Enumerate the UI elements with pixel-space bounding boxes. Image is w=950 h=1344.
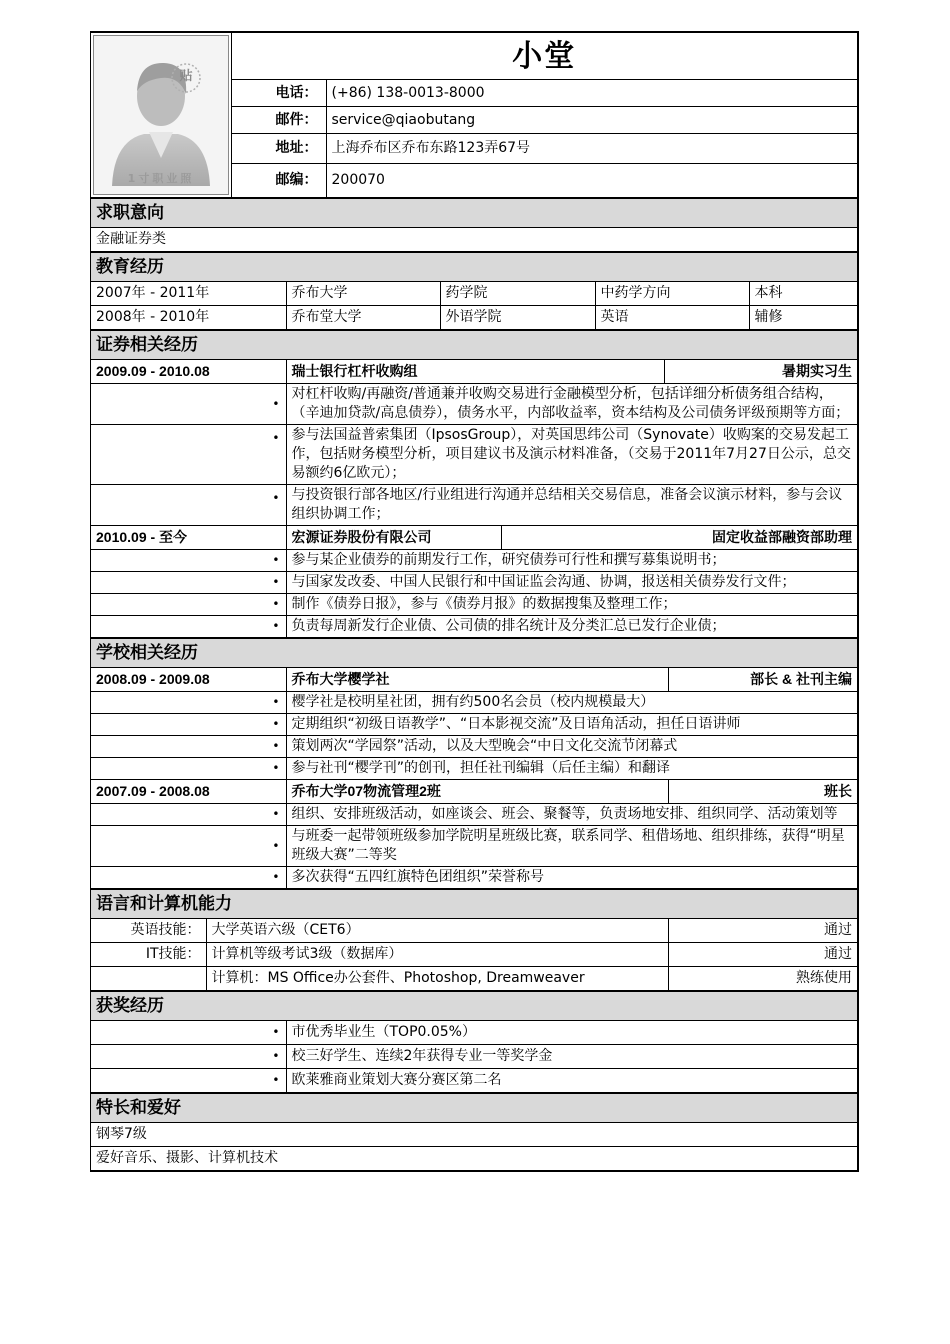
bullet-icon: • [91, 594, 286, 616]
bullet-icon: • [91, 804, 286, 826]
job-item-row [91, 594, 858, 616]
candidate-name: 小堂 [231, 33, 858, 80]
skills-section [91, 889, 858, 991]
job-item: 定期组织“初级日语教学”、“日本影视交流”及日语角活动，担任日语讲师 [286, 714, 858, 736]
job-period: 2008.09 - 2009.08 [91, 668, 286, 692]
job-period: 2010.09 - 至今 [91, 526, 286, 550]
bullet-icon: • [91, 714, 286, 736]
edu-major: 中药学方向 [595, 282, 749, 306]
job-organization: 瑞士银行杠杆收购组 [286, 360, 664, 384]
photo-cell [91, 33, 231, 198]
job-header-row [91, 668, 858, 692]
section-title-securities: 证券相关经历 [91, 331, 858, 360]
section-title-hobbies: 特长和爱好 [91, 1094, 858, 1123]
job-item-row [91, 867, 858, 889]
job-header-row [91, 360, 858, 384]
skill-level: 通过 [668, 943, 858, 967]
phone-label: 电话： [231, 80, 326, 107]
bullet-icon: • [91, 384, 286, 425]
job-role: 固定收益部融资部助理 [501, 526, 858, 550]
bullet-icon: • [91, 826, 286, 867]
job-organization: 乔布大学樱学社 [286, 668, 668, 692]
bullet-icon: • [91, 692, 286, 714]
job-item: 负责每周新发行企业债、公司债的排名统计及分类汇总已发行企业债； [286, 616, 858, 638]
section-title-awards: 获奖经历 [91, 992, 858, 1021]
resume-sheet [90, 31, 859, 1172]
job-item-row [91, 384, 858, 425]
job-item: 制作《债券日报》，参与《债券月报》的数据搜集及整理工作； [286, 594, 858, 616]
job-period: 2007.09 - 2008.08 [91, 780, 286, 804]
skill-level: 通过 [668, 919, 858, 943]
job-item: 参与某企业债券的前期发行工作，研究债券可行性和撰写募集说明书； [286, 550, 858, 572]
job-item-row [91, 714, 858, 736]
job-item: 与国家发改委、中国人民银行和中国证监会沟通、协调，报送相关债券发行文件； [286, 572, 858, 594]
bullet-icon: • [91, 485, 286, 526]
hobby-item: 爱好音乐、摄影、计算机技术 [91, 1147, 858, 1171]
bullet-icon: • [91, 425, 286, 485]
hobbies-section [91, 1093, 858, 1171]
job-item: 与投资银行部各地区/行业组进行沟通并总结相关交易信息，准备会议演示材料，参与会议组织协调工作； [286, 485, 858, 526]
job-header-row [91, 526, 858, 550]
job-item-row [91, 485, 858, 526]
job-item-row [91, 758, 858, 780]
job-item-row [91, 826, 858, 867]
award-item: 欧莱雅商业策划大赛分赛区第二名 [286, 1069, 858, 1093]
section-title-school: 学校相关经历 [91, 639, 858, 668]
job-item-row [91, 572, 858, 594]
job-header-row [91, 780, 858, 804]
address-label: 地址： [231, 134, 326, 164]
job-item: 策划两次“学园祭”活动，以及大型晚会“中日文化交流节闭幕式 [286, 736, 858, 758]
skill-item: 大学英语六级（CET6） [206, 919, 668, 943]
education-row [91, 282, 858, 306]
job-organization: 乔布大学07物流管理2班 [286, 780, 668, 804]
job-item: 樱学社是校明星社团，拥有约500名会员（校内规模最大） [286, 692, 858, 714]
intent-section [91, 198, 858, 252]
education-row [91, 306, 858, 330]
edu-major: 英语 [595, 306, 749, 330]
edu-degree: 本科 [749, 282, 858, 306]
bullet-icon: • [91, 1069, 286, 1093]
bullet-icon: • [91, 616, 286, 638]
job-role: 暑期实习生 [664, 360, 858, 384]
award-row [91, 1021, 858, 1045]
bullet-icon: • [91, 736, 286, 758]
award-item: 市优秀毕业生（TOP0.05%） [286, 1021, 858, 1045]
photo-caption: 1寸职业照 [127, 172, 195, 185]
intent-value: 金融证券类 [91, 228, 858, 252]
job-role: 部长 & 社刊主编 [668, 668, 858, 692]
job-item: 参与法国益普索集团（IpsosGroup），对英国思纬公司（Synovate）收购案的交易发起工作，包括财务模型分析，项目建议书及演示材料准备，（交易于2011年7月27日公示，总交易额约6亿欧元）； [286, 425, 858, 485]
job-item-row [91, 616, 858, 638]
photo-badge: 贴 [179, 69, 193, 84]
postcode-value: 200070 [326, 164, 858, 198]
edu-college: 外语学院 [440, 306, 595, 330]
skill-label [91, 967, 206, 991]
bullet-icon: • [91, 550, 286, 572]
skill-row [91, 919, 858, 943]
skill-item: 计算机：MS Office办公套件、Photoshop, Dreamweaver [206, 967, 668, 991]
edu-school: 乔布堂大学 [286, 306, 440, 330]
school-section [91, 638, 858, 889]
postcode-label: 邮编： [231, 164, 326, 198]
education-section [91, 252, 858, 330]
job-item: 对杠杆收购/再融资/普通兼并收购交易进行金融模型分析，包括详细分析债务组合结构，（辛迪加贷款/高息债券），债务水平，内部收益率，资本结构及公司债务评级预期等方面； [286, 384, 858, 425]
bullet-icon: • [91, 572, 286, 594]
skill-item: 计算机等级考试3级（数据库） [206, 943, 668, 967]
job-item: 参与社刊“樱学刊”的创刊，担任社刊编辑（后任主编）和翻译 [286, 758, 858, 780]
address-value: 上海乔布区乔布东路123弄67号 [326, 134, 858, 164]
email-label: 邮件： [231, 107, 326, 134]
job-item-row [91, 550, 858, 572]
edu-school: 乔布大学 [286, 282, 440, 306]
skill-label: 英语技能： [91, 919, 206, 943]
job-item-row [91, 736, 858, 758]
skill-label: IT技能： [91, 943, 206, 967]
job-item-row [91, 425, 858, 485]
edu-college: 药学院 [440, 282, 595, 306]
edu-degree: 辅修 [749, 306, 858, 330]
phone-value: (+86) 138-0013-8000 [326, 80, 858, 107]
award-row [91, 1045, 858, 1069]
award-item: 校三好学生、连续2年获得专业一等奖学金 [286, 1045, 858, 1069]
job-item: 多次获得“五四红旗特色团组织”荣誉称号 [286, 867, 858, 889]
header-table [91, 32, 858, 198]
securities-section [91, 330, 858, 638]
job-item-row [91, 804, 858, 826]
job-period: 2009.09 - 2010.08 [91, 360, 286, 384]
section-title-education: 教育经历 [91, 253, 858, 282]
job-organization: 宏源证券股份有限公司 [286, 526, 501, 550]
section-title-skills: 语言和计算机能力 [91, 890, 858, 919]
hobby-item: 钢琴7级 [91, 1123, 858, 1147]
skill-row [91, 943, 858, 967]
job-item-row [91, 692, 858, 714]
edu-period: 2008年 - 2010年 [91, 306, 286, 330]
bullet-icon: • [91, 1021, 286, 1045]
job-role: 班长 [668, 780, 858, 804]
job-item: 与班委一起带领班级参加学院明星班级比赛，联系同学、租借场地、组织排练，获得“明星班级大赛”二等奖 [286, 826, 858, 867]
section-title-intent: 求职意向 [91, 199, 858, 228]
bullet-icon: • [91, 1045, 286, 1069]
edu-period: 2007年 - 2011年 [91, 282, 286, 306]
skill-row [91, 967, 858, 991]
profile-photo-placeholder [93, 35, 229, 195]
skill-level: 熟练使用 [668, 967, 858, 991]
job-item: 组织、安排班级活动，如座谈会、班会、聚餐等，负责场地安排、组织同学、活动策划等 [286, 804, 858, 826]
award-row [91, 1069, 858, 1093]
bullet-icon: • [91, 867, 286, 889]
email-value: service@qiaobutang [326, 107, 858, 134]
bullet-icon: • [91, 758, 286, 780]
awards-section [91, 991, 858, 1093]
